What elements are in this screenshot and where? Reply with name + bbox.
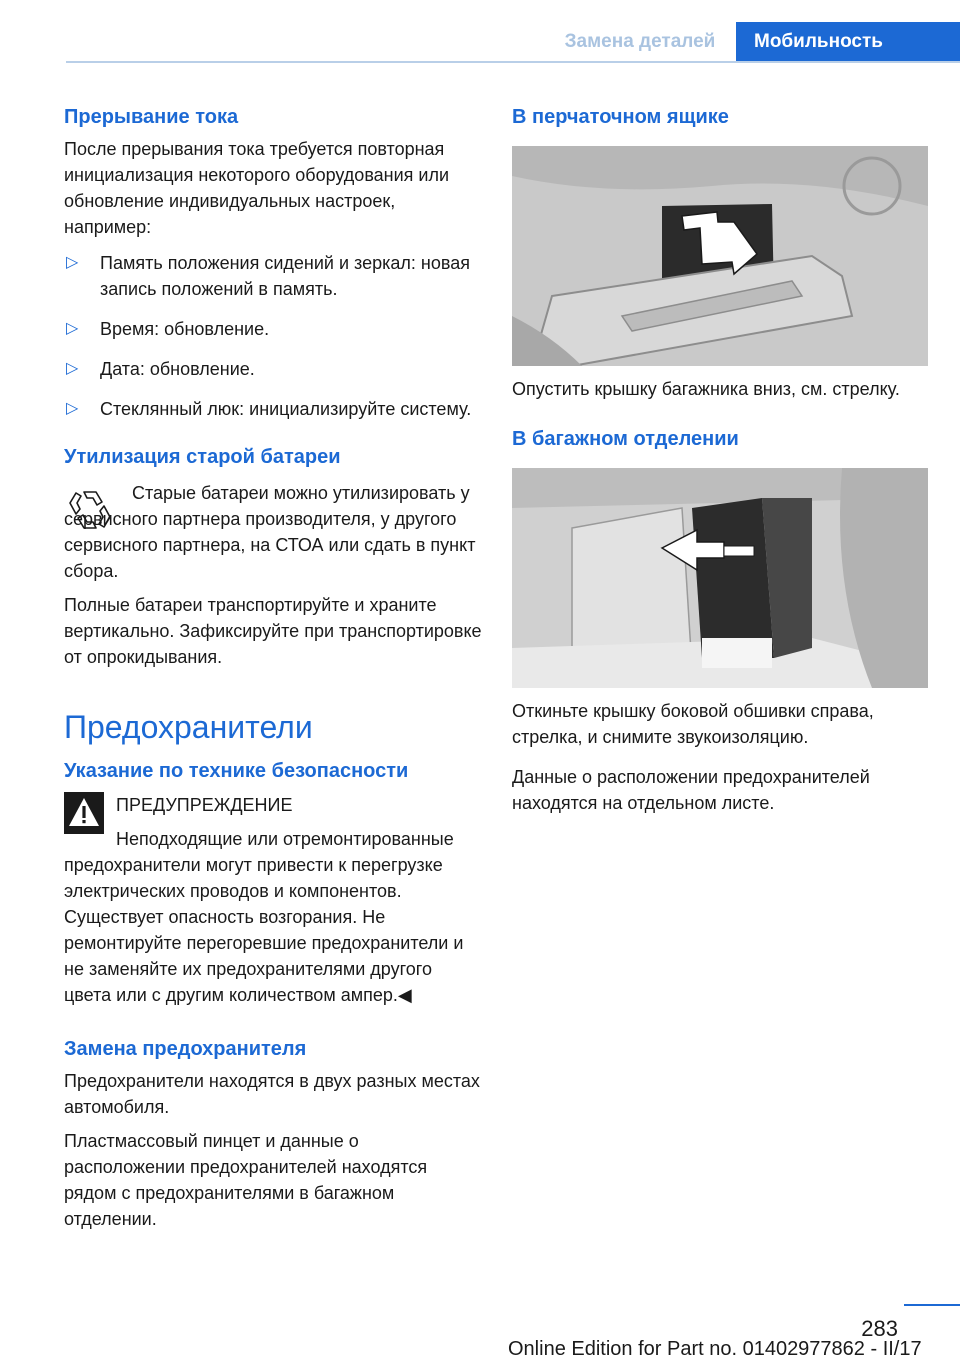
- trunk-caption: Откиньте крышку боковой обшивки справа, стрелка, и снимите звукоизоляцию.: [512, 701, 874, 747]
- list-item: [64, 396, 484, 422]
- triangle-bullet-icon: ▷: [66, 254, 79, 271]
- list-item: [64, 316, 484, 342]
- edition-note: Online Edition for Part no. 01402977862 - II/17: [508, 1338, 922, 1360]
- replace-heading: Замена предохранителя: [64, 1038, 307, 1060]
- page-number: 283: [861, 1316, 898, 1341]
- list-item-text: Время: обновление.: [100, 319, 270, 339]
- list-item-text: Дата: обновление.: [100, 359, 255, 379]
- list-item: [64, 356, 484, 382]
- list-item-text: Память положения сидений и зеркал: новая запись положений в память.: [100, 253, 470, 299]
- disposal-paragraph-2: Полные батареи транспортируйте и храните вертикально. Зафиксируйте при транспортировке от опрокидывания.: [64, 595, 482, 667]
- footer-rule: [904, 1304, 960, 1306]
- list-item-text: Стеклянный люк: инициализируйте систему.: [100, 399, 472, 419]
- warning-paragraph: Неподходящие или отремонтированные предохранители могут привести к перегрузке электрических проводов и компонентов. Существует опасность возгорания. Не ремонтируйте перегоревшие предохранители и не заменяйте их предохранителями другого цвета или с другим количеством ампер.◀: [64, 829, 464, 1005]
- glovebox-image: [512, 146, 928, 366]
- replace-paragraph-1: Предохранители находятся в двух разных местах автомобиля.: [64, 1071, 480, 1117]
- fuses-heading: Предохранители: [64, 709, 313, 745]
- interrupt-heading: Прерывание тока: [64, 106, 239, 128]
- disposal-note: [64, 480, 484, 584]
- left-column: [64, 100, 484, 1232]
- header-tab-chapter[interactable]: Мобильность: [736, 22, 960, 62]
- disposal-paragraph: Старые батареи можно утилизировать у сервисного партнера производителя, у другого сервисного партнера, на СТОА или сдать в пункт сбора.: [64, 483, 476, 581]
- interrupt-list: [64, 250, 484, 422]
- trunk-illustration: [512, 468, 928, 688]
- warning-note: [64, 792, 484, 1008]
- warning-triangle-icon: [64, 792, 104, 834]
- trunk-image: [512, 468, 928, 688]
- replace-paragraph-2: Пластмассовый пинцет и данные о расположении предохранителей находятся рядом с предохранителями в багажном отделении.: [64, 1131, 428, 1229]
- glovebox-caption: Опустить крышку багажника вниз, см. стрелку.: [512, 379, 900, 399]
- interrupt-paragraph: После прерывания тока требуется повторная инициализация некоторого оборудования или обновление индивидуальных настроек, например:: [64, 139, 450, 237]
- header-tab-section[interactable]: Замена деталей: [564, 31, 716, 52]
- list-item: [64, 250, 484, 302]
- glovebox-heading: В перчаточном ящике: [512, 106, 729, 128]
- header-rule: [66, 61, 960, 63]
- safety-heading: Указание по технике безопасности: [64, 760, 409, 782]
- trunk-heading: В багажном отделении: [512, 428, 739, 450]
- warning-label: ПРЕДУПРЕЖДЕНИЕ: [116, 795, 293, 815]
- triangle-bullet-icon: ▷: [66, 360, 79, 377]
- right-column: [512, 100, 932, 816]
- triangle-bullet-icon: ▷: [66, 400, 79, 417]
- trunk-paragraph: Данные о расположении предохранителей находятся на отдельном листе.: [512, 767, 870, 813]
- disposal-heading: Утилизация старой батареи: [64, 446, 341, 468]
- glovebox-illustration: [512, 146, 928, 366]
- recycle-icon: [66, 484, 114, 532]
- triangle-bullet-icon: ▷: [66, 320, 79, 337]
